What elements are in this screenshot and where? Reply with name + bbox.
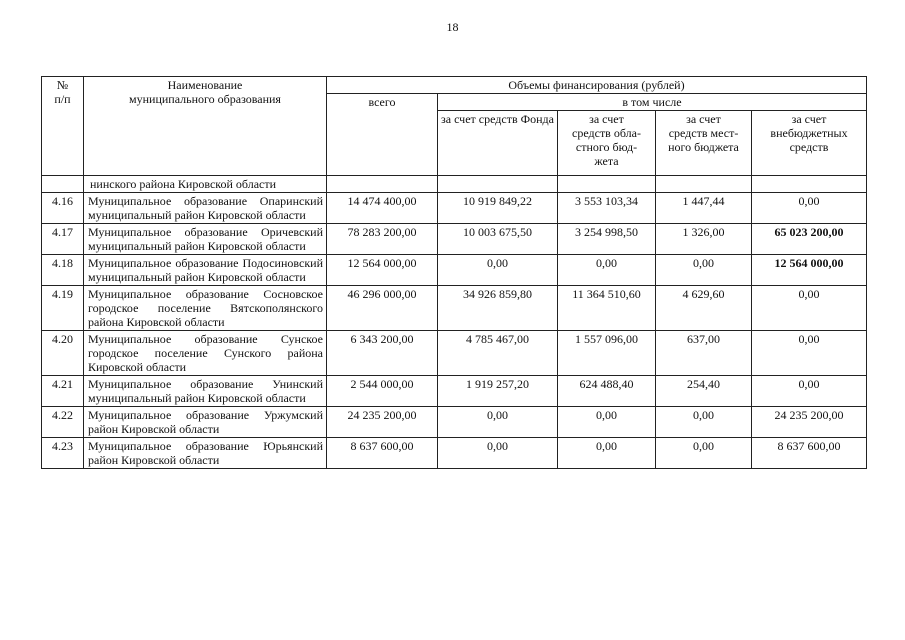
- table-row: [42, 407, 867, 438]
- row-name: Муниципальное образование Сосновское городское поселение Вятскополянского района Кировской области: [84, 286, 327, 331]
- header-total: всего: [327, 94, 438, 176]
- row-extra: 8 637 600,00: [752, 438, 867, 469]
- row-regional: 0,00: [558, 255, 656, 286]
- header-regional-line: жета: [594, 154, 619, 168]
- row-fund: 0,00: [438, 438, 558, 469]
- row-regional: 3 553 103,34: [558, 193, 656, 224]
- continuation-row: [42, 176, 867, 193]
- row-extra: 24 235 200,00: [752, 407, 867, 438]
- row-name: Муниципальное образование Сунское городское поселение Сунского района Кировской области: [84, 331, 327, 376]
- row-total: 2 544 000,00: [327, 376, 438, 407]
- row-total: 6 343 200,00: [327, 331, 438, 376]
- row-regional: 0,00: [558, 438, 656, 469]
- page-number: 18: [446, 20, 459, 34]
- header-local: [656, 111, 752, 176]
- row-fund: 1 919 257,20: [438, 376, 558, 407]
- table-row: [42, 376, 867, 407]
- header-extra: [752, 111, 867, 176]
- row-regional: 624 488,40: [558, 376, 656, 407]
- header-no-cell: [42, 77, 84, 176]
- row-extra: 12 564 000,00: [752, 255, 867, 286]
- row-total: 78 283 200,00: [327, 224, 438, 255]
- row-local: 0,00: [656, 255, 752, 286]
- header-fund: за счет средств Фонда: [438, 111, 558, 176]
- table-row: [42, 193, 867, 224]
- row-total: 46 296 000,00: [327, 286, 438, 331]
- row-local: 1 326,00: [656, 224, 752, 255]
- row-regional: 1 557 096,00: [558, 331, 656, 376]
- row-total: 24 235 200,00: [327, 407, 438, 438]
- row-name: Муниципальное образование Унинский муниципальный район Кировской области: [84, 376, 327, 407]
- row-fund: 4 785 467,00: [438, 331, 558, 376]
- row-no: 4.22: [42, 407, 84, 438]
- header-financing: Объемы финансирования (рублей): [327, 77, 867, 94]
- continuation-empty: [656, 176, 752, 193]
- row-total: 14 474 400,00: [327, 193, 438, 224]
- continuation-name: нинского района Кировской области: [84, 176, 327, 193]
- row-extra: 65 023 200,00: [752, 224, 867, 255]
- row-fund: 0,00: [438, 255, 558, 286]
- row-no: 4.17: [42, 224, 84, 255]
- header-extra-line: внебюджетных: [770, 126, 848, 140]
- header-regional-line: за счет: [589, 112, 624, 126]
- row-regional: 3 254 998,50: [558, 224, 656, 255]
- header-name-line2: муниципального образования: [129, 92, 281, 106]
- header-local-line: ного бюджета: [668, 140, 739, 154]
- row-no: 4.18: [42, 255, 84, 286]
- row-local: 254,40: [656, 376, 752, 407]
- continuation-empty: [752, 176, 867, 193]
- header-local-line: средств мест-: [668, 126, 739, 140]
- row-local: 1 447,44: [656, 193, 752, 224]
- row-local: 0,00: [656, 438, 752, 469]
- header-local-line: за счет: [686, 112, 721, 126]
- row-no: 4.19: [42, 286, 84, 331]
- row-total: 8 637 600,00: [327, 438, 438, 469]
- row-name: Муниципальное образование Подосиновский муниципальный район Кировской области: [84, 255, 327, 286]
- row-name: Муниципальное образование Юрьянский район Кировской области: [84, 438, 327, 469]
- table-row: [42, 438, 867, 469]
- header-extra-line: средств: [789, 140, 829, 154]
- row-extra: 0,00: [752, 331, 867, 376]
- row-name: Муниципальное образование Опаринский муниципальный район Кировской области: [84, 193, 327, 224]
- table-row: [42, 331, 867, 376]
- row-no: 4.20: [42, 331, 84, 376]
- row-extra: 0,00: [752, 193, 867, 224]
- row-total: 12 564 000,00: [327, 255, 438, 286]
- header-extra-line: за счет: [791, 112, 827, 126]
- row-regional: 0,00: [558, 407, 656, 438]
- header-including: в том числе: [438, 94, 867, 111]
- header-row-1: [42, 77, 867, 94]
- row-no: 4.16: [42, 193, 84, 224]
- header-no: №: [56, 78, 69, 92]
- row-fund: 0,00: [438, 407, 558, 438]
- financing-table: [41, 76, 867, 469]
- header-name-cell: [84, 77, 327, 176]
- table-row: [42, 224, 867, 255]
- continuation-empty: [327, 176, 438, 193]
- row-extra: 0,00: [752, 376, 867, 407]
- continuation-empty: [438, 176, 558, 193]
- header-no-sub: п/п: [54, 92, 71, 106]
- header-regional-line: стного бюд-: [575, 140, 638, 154]
- row-name: Муниципальное образование Оричевский муниципальный район Кировской области: [84, 224, 327, 255]
- continuation-empty: [558, 176, 656, 193]
- row-local: 4 629,60: [656, 286, 752, 331]
- header-regional: [558, 111, 656, 176]
- row-local: 637,00: [656, 331, 752, 376]
- table-row: [42, 286, 867, 331]
- row-local: 0,00: [656, 407, 752, 438]
- row-fund: 10 919 849,22: [438, 193, 558, 224]
- header-name-line1: Наименование: [167, 78, 243, 92]
- row-fund: 34 926 859,80: [438, 286, 558, 331]
- row-no: 4.23: [42, 438, 84, 469]
- row-fund: 10 003 675,50: [438, 224, 558, 255]
- continuation-no: [42, 176, 84, 193]
- header-regional-line: средств обла-: [572, 126, 641, 140]
- row-extra: 0,00: [752, 286, 867, 331]
- table-row: [42, 255, 867, 286]
- row-name: Муниципальное образование Уржумский район Кировской области: [84, 407, 327, 438]
- row-regional: 11 364 510,60: [558, 286, 656, 331]
- row-no: 4.21: [42, 376, 84, 407]
